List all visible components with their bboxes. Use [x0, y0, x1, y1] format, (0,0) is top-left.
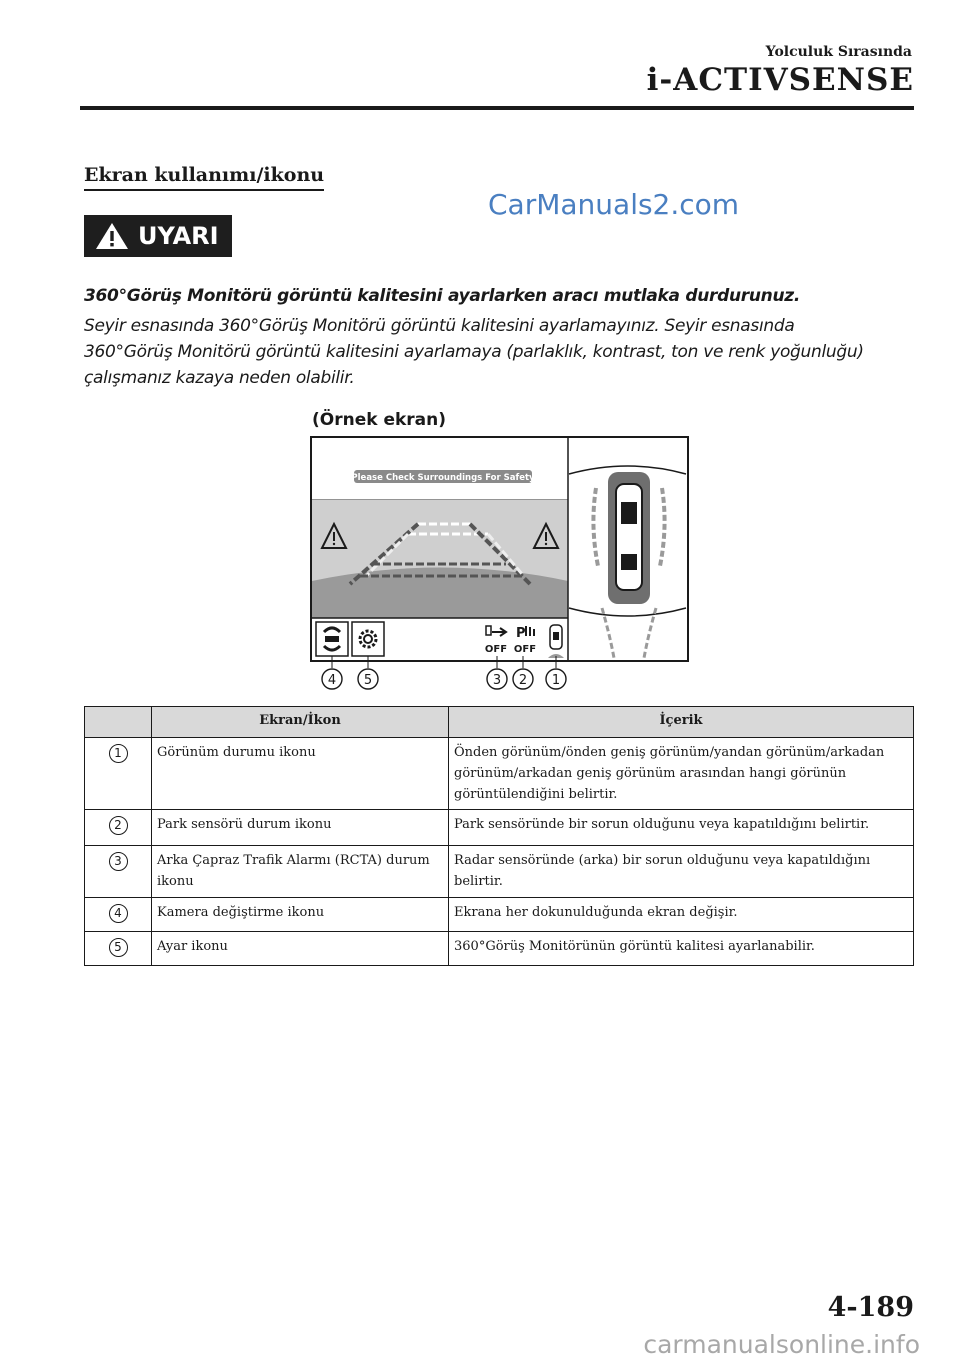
callout-4: 4	[327, 673, 337, 688]
parking-off-label: OFF	[513, 644, 537, 655]
chapter-subtitle: Yolculuk Sırasında	[765, 44, 912, 60]
camera-switch-icon[interactable]	[316, 622, 348, 656]
rcta-off-label: OFF	[484, 644, 508, 655]
table-header-row	[85, 707, 914, 738]
row-number: 3	[109, 852, 128, 871]
table-row	[85, 846, 914, 898]
table-header-number	[85, 707, 152, 738]
footer-watermark-link[interactable]: carmanualsonline.info	[643, 1330, 920, 1359]
chapter-title: i-ACTIVSENSE	[646, 62, 914, 98]
header-rule	[80, 106, 914, 110]
row-icon-cell: Kamera değiştirme ikonu	[152, 898, 449, 932]
row-number-cell	[85, 810, 152, 846]
icon-table	[84, 706, 914, 966]
row-content-cell: Ekrana her dokunulduğunda ekran değişir.	[449, 898, 914, 932]
row-icon-cell: Park sensörü durum ikonu	[152, 810, 449, 846]
settings-gear-icon[interactable]	[352, 622, 384, 656]
row-number-cell	[85, 898, 152, 932]
table-row	[85, 738, 914, 810]
row-number-cell	[85, 932, 152, 966]
figure-caption: (Örnek ekran)	[312, 410, 447, 430]
row-number: 4	[109, 904, 128, 923]
callout-2: 2	[518, 673, 528, 688]
warning-badge	[84, 215, 232, 257]
row-number-cell	[85, 846, 152, 898]
row-content-cell: Önden görünüm/önden geniş görünüm/yandan görünüm/arkadan görünüm/arkadan geniş görünüm arasından hangi görünün görüntülendiğini belirtir.	[449, 738, 914, 810]
row-number: 2	[109, 816, 128, 835]
row-icon-cell: Ayar ikonu	[152, 932, 449, 966]
section-title: Ekran kullanımı/ikonu	[84, 164, 324, 191]
row-number-cell	[85, 738, 152, 810]
row-content-cell: 360°Görüş Monitörünün görüntü kalitesi ayarlanabilir.	[449, 932, 914, 966]
warning-triangle-icon	[94, 221, 130, 251]
callout-5: 5	[363, 673, 373, 688]
table-row	[85, 810, 914, 846]
warning-label: UYARI	[138, 222, 219, 250]
table-row	[85, 932, 914, 966]
callout-3: 3	[492, 673, 502, 688]
table-header-icon: Ekran/İkon	[152, 707, 449, 738]
warning-body: Seyir esnasında 360°Görüş Monitörü görüntü kalitesini ayarlamayınız. Seyir esnasında 360°Görüş Monitörü görüntü kalitesini ayarlamaya (parlaklık, kontrast, ton ve renk yoğunluğu) çalışmanız kazaya neden olabilir.	[84, 316, 864, 388]
row-icon-cell: Arka Çapraz Trafik Alarmı (RCTA) durum ikonu	[152, 846, 449, 898]
warning-headline: 360°Görüş Monitörü görüntü kalitesini ayarlarken aracı mutlaka durdurunuz.	[84, 286, 801, 306]
monitor-figure	[310, 436, 690, 696]
table-header-content: İçerik	[449, 707, 914, 738]
row-icon-cell: Görünüm durumu ikonu	[152, 738, 449, 810]
row-number: 1	[109, 744, 128, 763]
watermark-link[interactable]: CarManuals2.com	[488, 188, 740, 221]
callout-1: 1	[551, 673, 561, 688]
row-content-cell: Park sensöründe bir sorun olduğunu veya kapatıldığını belirtir.	[449, 810, 914, 846]
table-row	[85, 898, 914, 932]
row-number: 5	[109, 938, 128, 957]
safety-banner-text: Please Check Surroundings For Safety	[351, 473, 535, 483]
page-number: 4-189	[827, 1292, 914, 1323]
row-content-cell: Radar sensöründe (arka) bir sorun olduğunu veya kapatıldığını belirtir.	[449, 846, 914, 898]
svg-text:P: P	[516, 626, 526, 641]
